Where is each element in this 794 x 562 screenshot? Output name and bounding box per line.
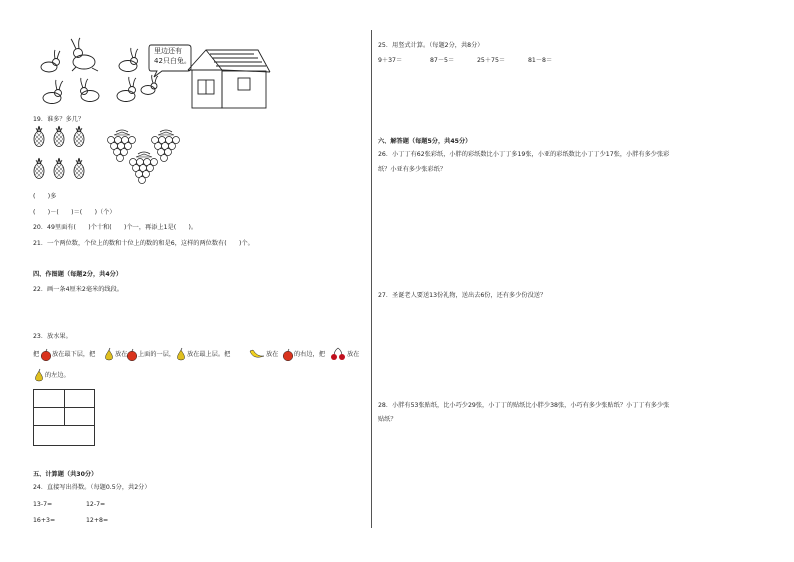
pineapple-icon	[34, 126, 44, 147]
pineapple-icon	[54, 158, 64, 179]
q28-line1: 28．小胖有53张贴纸，比小巧少29张，小丁丁的贴纸比小胖少38张，小巧有多少张贴纸？小丁丁有多少张	[378, 402, 670, 409]
pear-icon	[175, 348, 187, 361]
column-divider	[371, 30, 372, 528]
pear-icon	[33, 369, 45, 382]
q27: 27．圣诞老人要送13份礼物，送出去6份，还有多少份没送？	[378, 292, 547, 299]
rabbit-icon	[71, 38, 98, 71]
rabbit-icon	[41, 50, 60, 72]
grapes-icon	[130, 152, 158, 184]
fruit-shelf	[33, 389, 95, 446]
bubble-line-1: 里边还有	[154, 47, 182, 55]
q19-title: 19．谁多？多几？	[33, 116, 85, 123]
apple-icon	[282, 349, 294, 361]
section-4-title: 四、作图题（每题2分，共4分）	[33, 271, 123, 278]
q23-text-8: 放在	[347, 351, 360, 358]
pineapple-icon	[34, 158, 44, 179]
q25-eq1: 9＋37＝	[378, 57, 403, 64]
q23-text-3: 放在	[115, 351, 128, 358]
pineapple-icon	[74, 126, 84, 147]
cherry-icon	[330, 347, 346, 361]
q20: 20．49里面有( )个十和( )个一，再添上1是( )。	[33, 224, 198, 231]
q25-eq2: 87－5＝	[430, 57, 455, 64]
q23-text-1: 把	[33, 351, 40, 358]
pear-icon	[103, 348, 115, 361]
q25-eq3: 25＋75＝	[477, 57, 506, 64]
section-5-title: 五、计算题（共30分）	[33, 471, 98, 478]
q25-eq4: 81－8＝	[528, 57, 553, 64]
rabbit-icon	[119, 48, 138, 72]
grapes-icon	[108, 130, 136, 162]
q24-eq2: 12-7=	[86, 501, 106, 508]
q23-text-7: 的右边，把	[294, 351, 325, 358]
q22: 22．画一条4厘米2毫米的线段。	[33, 286, 123, 293]
q24-title: 24．直接写出得数。（每题0.5分，共2分）	[33, 484, 151, 491]
house-illustration	[186, 48, 272, 110]
rabbits-illustration	[36, 38, 166, 110]
pineapples-illustration	[33, 126, 95, 190]
q24-eq4: 12+8=	[86, 517, 109, 524]
q21: 21．一个两位数，个位上的数和十位上的数的和是6，这样的两位数有( )个。	[33, 240, 254, 247]
q23-text-2: 放在最下层，把	[52, 351, 96, 358]
q25-title: 25．用竖式计算。（每题2分，共8分）	[378, 42, 484, 49]
q28-line2: 贴纸？	[378, 416, 397, 423]
apple-icon	[126, 349, 138, 361]
q23-text-4: 上面的一层，	[138, 351, 176, 358]
q19-row2: ( )－( )＝( )（个）	[33, 209, 116, 216]
shelf-divider	[64, 390, 65, 425]
banana-icon	[249, 347, 265, 361]
apple-icon	[40, 349, 52, 361]
pineapple-icon	[74, 158, 84, 179]
rabbit-icon	[43, 80, 63, 104]
rabbit-icon	[117, 77, 136, 102]
section-6-title: 六、解答题（每题5分，共45分）	[378, 138, 472, 145]
q23-text-5: 放在最上层。把	[187, 351, 231, 358]
pineapple-icon	[54, 126, 64, 147]
q24-eq3: 16+3=	[33, 517, 56, 524]
q19-row1: ( )多	[33, 193, 57, 200]
grapes-illustration	[104, 128, 194, 186]
bubble-line-2: 42只白兔。	[154, 57, 191, 65]
q26-line2: 纸？小亚有多少张彩纸？	[378, 166, 447, 173]
q23-text-6: 放在	[266, 351, 279, 358]
rabbit-icon	[81, 78, 100, 102]
q24-eq1: 13-7=	[33, 501, 53, 508]
q26-line1: 26．小丁丁有62张彩纸，小胖的彩纸数比小丁丁多19张，小亚的彩纸数比小丁丁少17张，小胖有多少张彩	[378, 151, 670, 158]
q23-text-9: 的左边。	[45, 372, 70, 379]
grapes-icon	[152, 130, 180, 162]
q23-title: 23．放水果。	[33, 333, 72, 340]
